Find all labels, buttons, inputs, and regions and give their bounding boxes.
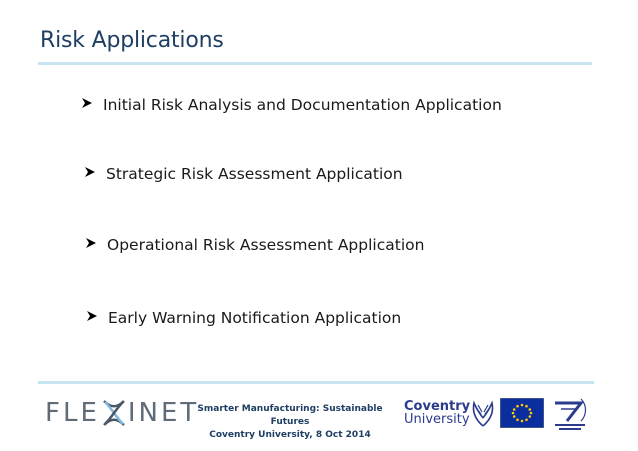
- footer-line-2: Coventry University, 8 Oct 2014: [209, 430, 371, 440]
- bullet-label: Strategic Risk Assessment Application: [106, 165, 403, 183]
- bullet-item: [85, 236, 424, 254]
- bullet-label: Operational Risk Assessment Application: [107, 236, 425, 254]
- footer-rule: [38, 381, 594, 384]
- arrowhead-bullet-icon: [84, 166, 100, 182]
- arrowhead-bullet-icon: [85, 237, 101, 253]
- bullet-label: Early Warning Notification Application: [108, 309, 402, 327]
- title-rule: [38, 62, 592, 65]
- arrowhead-bullet-icon: [86, 310, 102, 326]
- flexinet-x-icon: [101, 398, 127, 428]
- bullet-label: Initial Risk Analysis and Documentation Application: [103, 96, 502, 114]
- slide-title: Risk Applications: [40, 28, 224, 53]
- bullet-item: [84, 165, 403, 183]
- phoenix-wings-icon: [470, 400, 496, 428]
- eu-flag-icon: [500, 398, 544, 428]
- arrowhead-bullet-icon: [81, 97, 97, 113]
- bullet-item: [86, 309, 401, 327]
- fp7-logo-icon: [551, 395, 591, 433]
- coventry-logo-line-1: Coventry: [404, 399, 471, 414]
- coventry-logo-line-2: University: [404, 412, 470, 427]
- footer-caption: [190, 403, 390, 442]
- footer-line-1: Smarter Manufacturing: Sustainable Futures: [197, 404, 383, 427]
- coventry-university-logo: [404, 398, 496, 430]
- bullet-item: [81, 96, 502, 114]
- flexinet-logo: FLE INET: [45, 398, 200, 428]
